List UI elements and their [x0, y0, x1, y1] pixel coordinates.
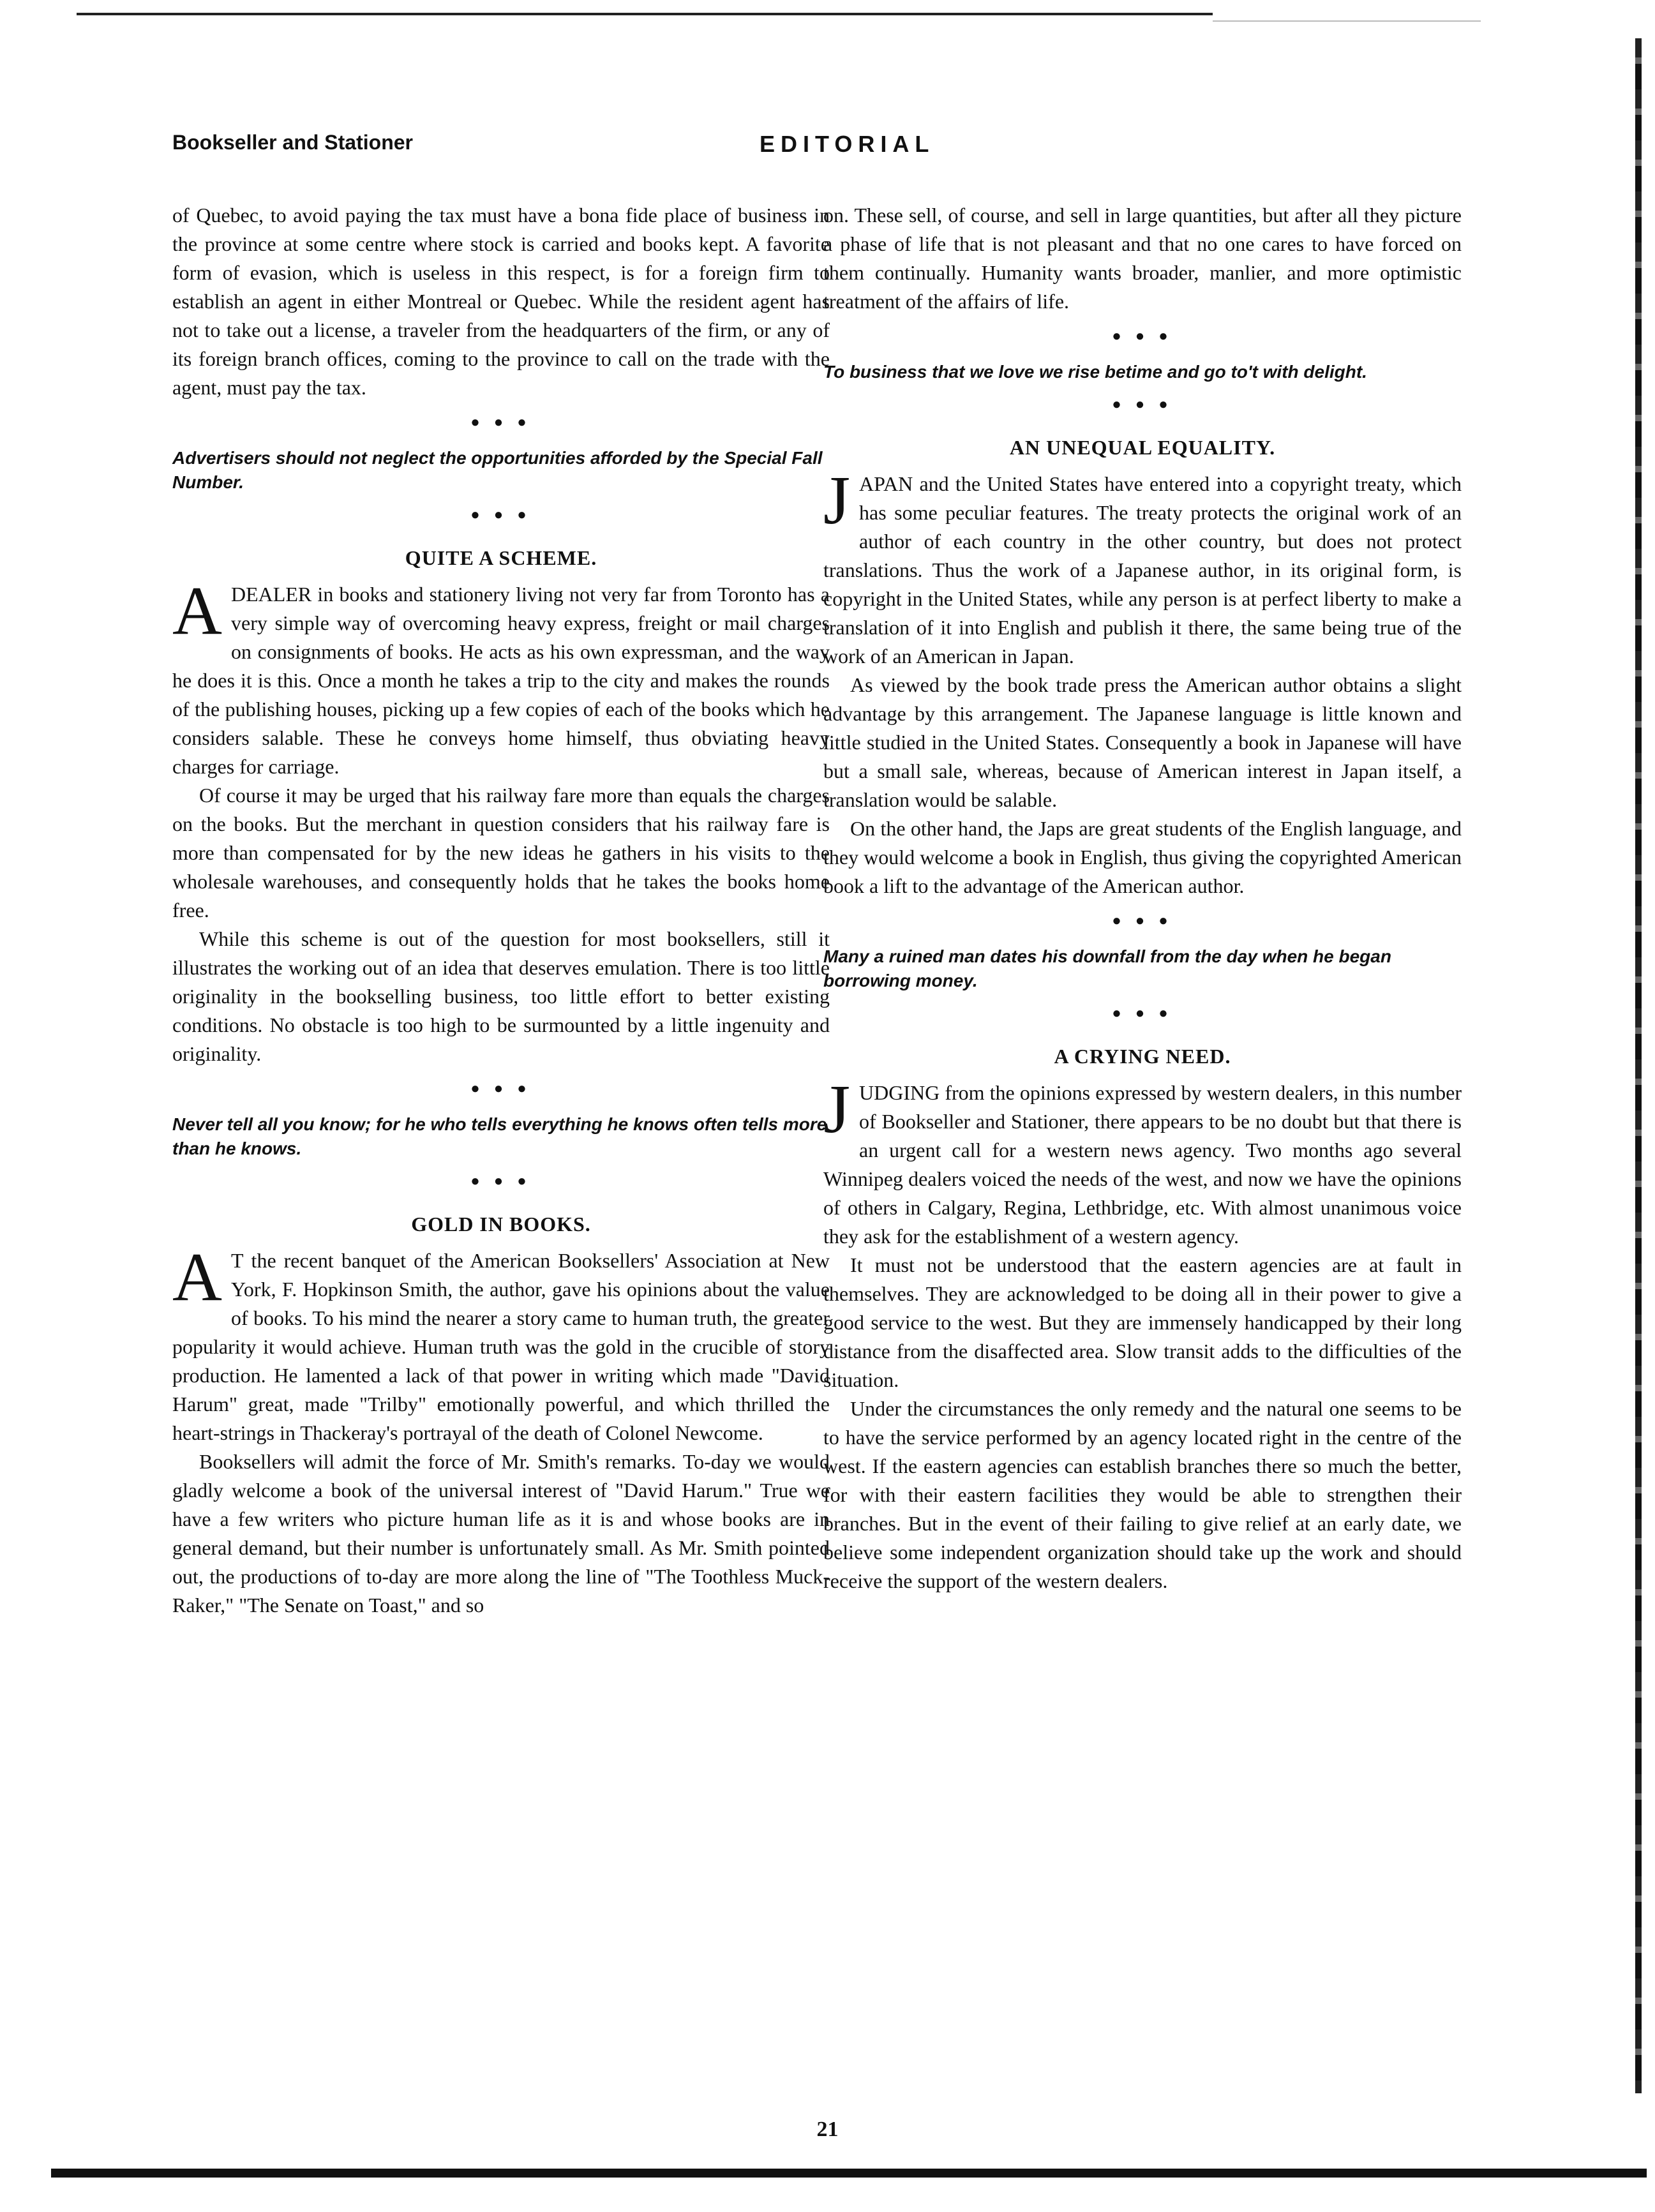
publication-name: Bookseller and Stationer: [172, 131, 413, 154]
lead-word: DEALER: [231, 583, 312, 606]
lead-word: APAN: [859, 472, 913, 495]
left-column: [172, 201, 830, 1620]
article-paragraph: On the other hand, the Japs are great students of the English language, and they would welcome a book in English, thus giving the copyrighted American book a lift to the advantage of the American author.: [823, 817, 1462, 897]
drop-cap: J: [823, 463, 851, 539]
article-paragraph: [823, 463, 1462, 671]
article-heading: A CRYING NEED.: [1054, 1045, 1231, 1068]
top-rule-faint: [1213, 20, 1481, 22]
filler-note: Never tell all you know; for he who tells everything he knows often tells more than he knows.: [172, 1114, 827, 1158]
paragraph-text: from the opinions expressed by western dealers, in this number of Bookseller and Stationer, there appears to be no doubt but that there is an urgent call for a western news agency. Two months ago several Winnipeg dealers voiced the needs of the west, and now we have the opinions of others in Calgary, Regina, Lethbridge, etc. With almost unanimous voice they ask for the establishment of a western agency.: [823, 1081, 1462, 1248]
filler-note: Advertisers should not neglect the opportunities afforded by the Special Fall Number.: [172, 448, 823, 492]
continued-paragraph: of Quebec, to avoid paying the tax must have a bona fide place of business in the province at some centre where stock is carried and books kept. A favorite form of evasion, which is useless in this respect, is for a foreign firm to establish an agent in either Montreal or Quebec. While the resident agent has not to take out a license, a traveler from the headquarters of the firm, or any of its foreign branch offices, coming to the province to call on the trade with the agent, must pay the tax.: [172, 204, 830, 399]
separator-dots: ● ● ●: [470, 414, 532, 431]
separator-dots: ● ● ●: [1112, 328, 1173, 345]
drop-cap: A: [172, 573, 222, 649]
article-heading: GOLD IN BOOKS.: [411, 1213, 591, 1236]
drop-cap: J: [823, 1072, 851, 1147]
separator-dots: ● ● ●: [470, 507, 532, 523]
right-column: [823, 201, 1462, 1595]
bottom-rule: [51, 2169, 1647, 2178]
page-edge-right: [1635, 38, 1642, 2093]
page-number: 21: [816, 2118, 839, 2141]
article-paragraph: Under the circumstances the only remedy and the natural one seems to be to have the service performed by an agency located right in the centre of the west. If the eastern agencies can establish branches there so much the better, for with their eastern facilities they would be able to strengthen their branches. But in the event of their failing to give relief at an early date, we believe some independent organization should take up the work and should receive the support of the western dealers.: [823, 1397, 1462, 1592]
paragraph-text: the recent banquet of the American Booksellers' Association at New York, F. Hopkinson Smith, the author, gave his opinions about the value of books. To his mind the nearer a story came to human truth, the greater popularity it would achieve. Human truth was the gold in the crucible of story production. He lamented a lack of that power in writing which made "David Harum" great, made "Trilby" emotionally powerful, and which thrilled the heart-strings in Thackeray's portrayal of the death of Colonel Newcome.: [172, 1249, 830, 1444]
separator-dots: ● ● ●: [470, 1173, 532, 1190]
article-paragraph: Of course it may be urged that his railway fare more than equals the charges on the books. But the merchant in question considers that his railway fare is more than compensated for by the new ideas he gathers in his visits to the wholesale warehouses, and consequently holds that he takes the books home free.: [172, 784, 830, 922]
separator-dots: ● ● ●: [470, 1080, 532, 1097]
article-heading: QUITE A SCHEME.: [405, 546, 597, 569]
article-paragraph: [172, 1239, 830, 1447]
article-paragraph: Booksellers will admit the force of Mr. Smith's remarks. To-day we would gladly welcome a book of the universal interest of "David Harum." True we have a few writers who picture human life as it is and whose books are in general demand, but their number is unfortunately small. As Mr. Smith pointed out, the productions of to-day are more along the line of "The Toothless Muck-Raker," "The Senate on Toast," and so: [172, 1450, 830, 1617]
lead-word: T: [231, 1249, 244, 1272]
article-paragraph: As viewed by the book trade press the American author obtains a slight advantage by this arrangement. The Japanese language is little known and little studied in the United States. Consequently a book in Japanese will have but a small sale, whereas, because of American interest in Japan itself, a translation would be salable.: [823, 673, 1462, 811]
running-header: [172, 131, 1519, 169]
separator-dots: ● ● ●: [1112, 396, 1173, 413]
drop-cap: A: [172, 1239, 222, 1315]
section-title: EDITORIAL: [760, 131, 935, 157]
filler-note: Many a ruined man dates his downfall from the day when he began borrowing money.: [823, 946, 1391, 990]
continued-paragraph: on. These sell, of course, and sell in large quantities, but after all they picture a phase of life that is not pleasant and that no one cares to have forced on them continually. Humanity wants broader, manlier, and more optimistic treatment of the affairs of life.: [823, 204, 1462, 313]
article-paragraph: [823, 1072, 1462, 1251]
paragraph-text: in books and stationery living not very far from Toronto has a very simple way of overcoming heavy express, freight or mail charges on consignments of books. He acts as his own expressman, and the way he does it is this. Once a month he takes a trip to the city and makes the rounds of the publishing houses, picking up a few copies of each of the books which he considers salable. These he conveys home himself, thus obviating heavy charges for carriage.: [172, 583, 830, 778]
article-heading: AN UNEQUAL EQUALITY.: [1009, 436, 1276, 459]
article-paragraph: While this scheme is out of the question for most booksellers, still it illustrates the working out of an idea that deserves emulation. There is too little originality in the bookselling business, too little effort to better existing conditions. No obstacle is too high to be surmounted by a little ingenuity and originality.: [172, 927, 830, 1065]
article-paragraph: It must not be understood that the eastern agencies are at fault in themselves. They are acknowledged to be doing all in their power to give a good service to the west. But they are immensely handicapped by their long distance from the disaffected area. Slow transit adds to the difficulties of the situation.: [823, 1253, 1462, 1391]
paragraph-text: and the United States have entered into a copyright treaty, which has some peculiar features. The treaty protects the original work of an author of each country in the other country, but does not protect translations. Thus the work of a Japanese author, in its original form, is copyright in the United States, while any person is at perfect liberty to make a translation of it into English and publish it there, the same being true of the work of an American in Japan.: [823, 472, 1462, 668]
lead-word: UDGING: [859, 1081, 940, 1104]
top-rule: [77, 13, 1213, 15]
filler-note: To business that we love we rise betime and go to't with delight.: [823, 362, 1367, 382]
separator-dots: ● ● ●: [1112, 1005, 1173, 1022]
separator-dots: ● ● ●: [1112, 913, 1173, 929]
article-paragraph: [172, 573, 830, 781]
